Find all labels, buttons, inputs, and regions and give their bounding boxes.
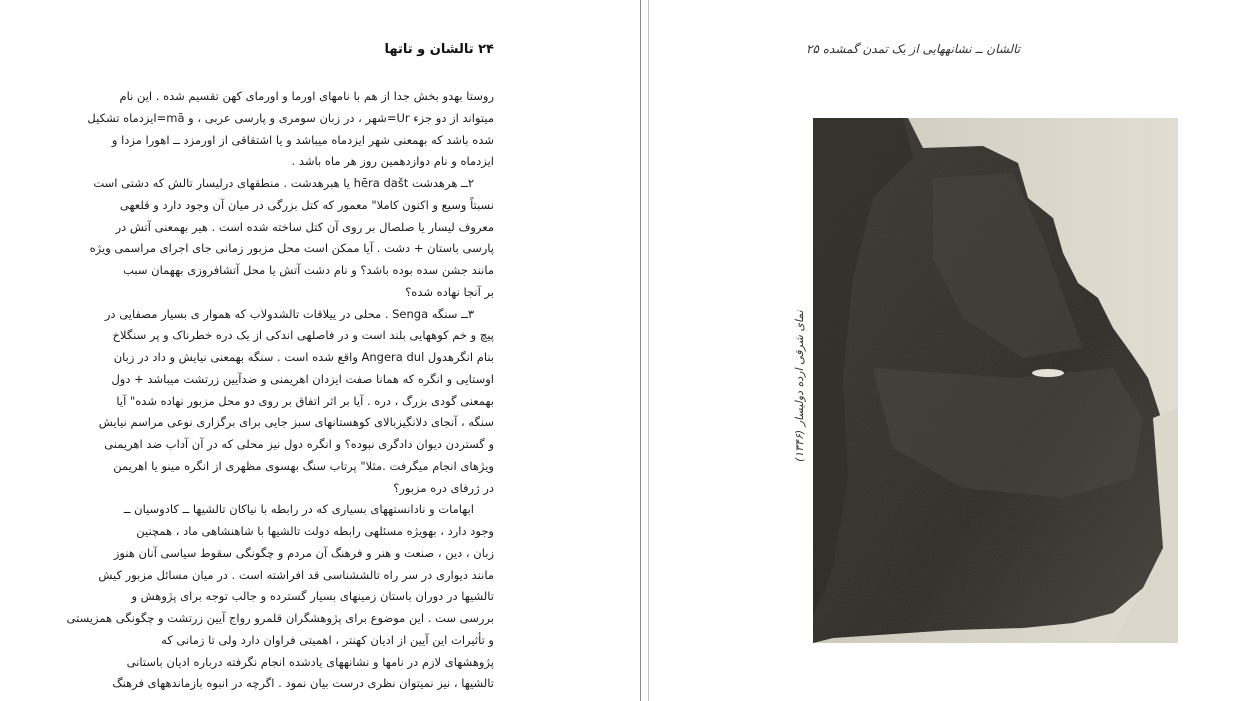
text-line: پارسی باستان + دشت . آیا ممکن است محل مزبور زمانی جای اجرای مراسمی ویژه <box>89 241 494 256</box>
figure-photo <box>813 118 1178 643</box>
text-line: ۳ــ سنگه Senga . محلی در ییلاقات تالشدولاب که هموار ی بسیار مصفایی در <box>104 306 474 321</box>
text-line: بر آنجا نهاده شده؟ <box>405 284 494 299</box>
text-line: وجود دارد ، بهویژه مسئلهی رابطه دولت تالشیها با شاهنشاهی ماد ، همچنین <box>136 524 494 538</box>
left-running-head: ۲۴ تالشان و تاتها <box>384 42 494 57</box>
text-line: پیچ و خم کوههایی بلند است و در فاصلهی اندکی از یک دره خطرناک و پر سنگلاخ <box>112 328 494 343</box>
text-line: نسبتاً وسیع و اکنون کاملا" معمور که کتل بزرگی در میان آن وجود دارد و قلعهی <box>119 197 494 212</box>
figure-caption: نمای شرقی ارده دولیسار (۱۳۴۶) <box>793 310 806 462</box>
page-gutter-shadow <box>648 0 649 701</box>
text-line: در ژرفای دره مزبور؟ <box>393 480 494 495</box>
text-line: بررسی ست . این موضوع برای پژوهشگران قلمرو رواج آیین زرتشت و چگونگی همزیستی <box>66 611 494 625</box>
text-line: ۲ــ هرهدشت hēra dašt یا هبرهدشت . منطقهای درلیسار تالش که دشتی است <box>93 176 474 190</box>
text-line: معروف لیسار یا صلصال بر روی آن کتل ساخته شده است . هیر بهمعنی آتش در <box>115 219 494 234</box>
text-line: روستا بهدو بخش جدا از هم با نامهای اورما و اورمای کهن تقسیم شده . این نام <box>119 89 494 103</box>
text-line: میتواند از دو جزء Ur=شهر ، در زبان سومری و پارسی عربی ، و mā=ایزدماه تشکیل <box>87 110 494 125</box>
text-line: ایزدماه و نام دوازدهمین روز هر ماه باشد . <box>291 154 494 169</box>
page-gutter-line <box>640 0 641 701</box>
text-line: ویژهای انجام میگرفت .مثلا" پرتاب سنگ بهسوی مظهری از انگره مینو یا اهریمن <box>113 458 494 473</box>
text-line: مانند دیواری در سر راه تالششناسی قد افراشته است . در میان مسائل مزبور کیش <box>98 567 494 582</box>
right-running-head: تالشان ــ نشانههایی از یک تمدن گمشده ۲۵ <box>806 42 1021 56</box>
text-line: شده باشد که بهمعنی شهر ایزدماه میباشد و یا اشتقاقی از اورمزد ــ اهورا مزدا و <box>111 132 494 147</box>
text-line: بنام انگرهدول Angera dul واقع شده است . سنگه بهمعنی نیایش و داد در زبان <box>113 350 494 364</box>
text-line: تالشیها در دوران باستان زمینهای بسیار گسترده و جالب توجه برای پژوهش و <box>131 589 494 604</box>
text-line: سنگه ، آنجای دلانگیزبالای کوهستانهای سبز جایی برای برگزاری نوعی مراسم نیایش <box>98 415 494 430</box>
left-page-body-text <box>66 86 494 695</box>
text-line: پژوهشهای لازم در نامها و نشانههای یادشده انجام نگرفته درباره ادیان باستانی <box>126 654 494 669</box>
photo-image <box>813 118 1178 643</box>
text-line: زبان ، دین ، صنعت و هنر و فرهنگ آن مردم و چگونگی سقوط سیاسی آنان هنوز <box>113 545 494 560</box>
text-line: اوستایی و انگره که همانا صفت ایزدان اهریمنی و ضدآیین زرتشت میباشد + دول <box>111 371 494 386</box>
text-line: تالشیها ، نیز نمیتوان نظری درست بیان نمود . اگرچه در انبوه بازماندههای فرهنگ <box>112 676 494 691</box>
right-page <box>650 0 1234 701</box>
text-line: بهمعنی گودی بزرگ ، دره . آیا بر اثر اتفاق بر روی دو محل مزبور نهاده شده" آیا <box>116 393 494 408</box>
text-line: مانند جشن سده بوده باشد؟ و نام دشت آتش یا محل آتشافروزی بههمان سبب <box>123 263 494 277</box>
text-line: و تأثیرات این آیین از ادیان کهنتر ، اهمیتی فراوان دارد ولی تا زمانی که <box>161 632 494 647</box>
text-line: ابهامات و نادانستههای بسیاری که در رابطه با نیاکان تالشیها ــ کادوسیان ــ <box>123 502 474 517</box>
text-line: و گستردن دیوان دادگری نبوده؟ و انگره دول نیز محلی که در آن آداب ضد اهریمنی <box>104 437 494 451</box>
